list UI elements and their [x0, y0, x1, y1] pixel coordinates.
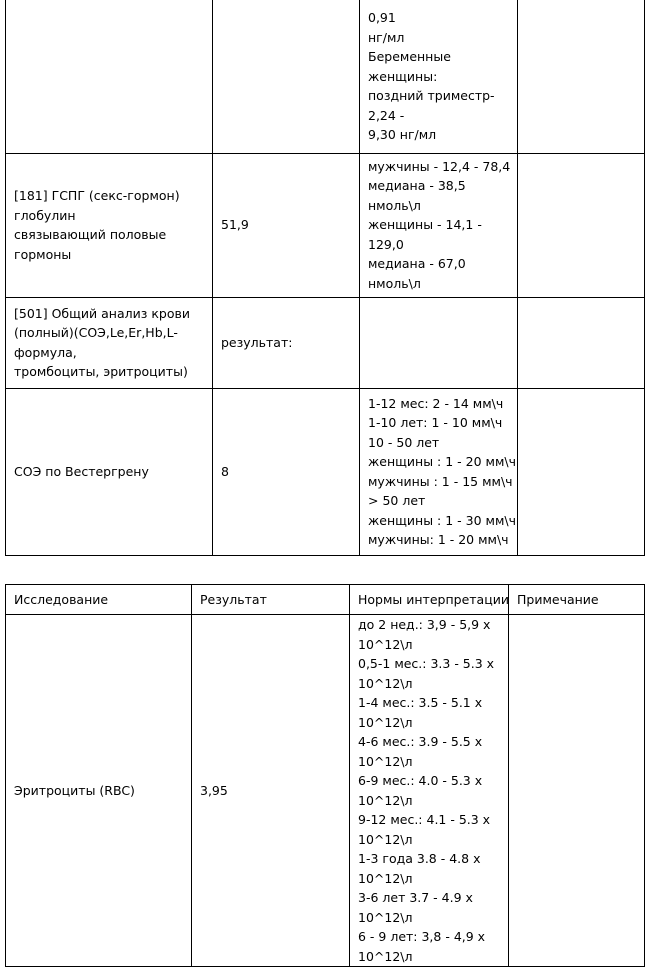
norm-line: 10^12\л	[358, 636, 413, 652]
header-result: Результат	[192, 585, 350, 615]
test-name-line: [181] ГСПГ (секс-гормон)	[14, 188, 180, 203]
norm-line: 10^12\л	[358, 831, 413, 847]
norms-cell	[350, 615, 509, 967]
norms-cell	[360, 297, 518, 388]
norm-line: нг/мл	[368, 29, 405, 45]
norm-line: поздний триместр-	[368, 88, 495, 103]
table-row	[6, 0, 645, 153]
norm-line: женщины : 1 - 30 мм\ч	[368, 512, 516, 528]
test-name-line: тромбоциты, эритроциты)	[14, 364, 188, 379]
norm-line: 1-12 мес: 2 - 14 мм\ч	[368, 395, 504, 411]
norm-line: 1-3 года 3.8 - 4.8 х	[358, 851, 481, 866]
norm-line: мужчины - 12,4 - 78,4	[368, 158, 511, 174]
norms-cell	[360, 153, 518, 297]
norm-line: 9,30 нг/мл	[368, 127, 437, 142]
test-name-cell	[6, 297, 213, 388]
result-cell: результат:	[213, 297, 360, 388]
note-cell	[518, 0, 645, 153]
norm-line: 1-4 мес.: 3.5 - 5.1 х	[358, 695, 483, 710]
norm-line: 4-6 мес.: 3.9 - 5.5 х	[358, 734, 483, 749]
norm-line: Беременные	[368, 49, 451, 64]
norm-line: нмоль\л	[368, 275, 421, 291]
norm-line: мужчины: 1 - 20 мм\ч	[368, 532, 509, 547]
table-row	[6, 297, 645, 388]
note-cell	[518, 388, 645, 555]
norm-line: 10^12\л	[358, 870, 413, 886]
table-row	[6, 153, 645, 297]
test-name-cell: Эритроциты (RBC)	[6, 615, 192, 967]
lab-results-table-continued	[5, 0, 645, 556]
result-cell: 51,9	[213, 153, 360, 297]
norm-line: 10^12\л	[358, 714, 413, 730]
norm-line: 3-6 лет 3.7 - 4.9 х	[358, 890, 473, 905]
header-norms: Нормы интерпретации	[350, 585, 509, 615]
norm-line: 1-10 лет: 1 - 10 мм\ч	[368, 415, 503, 430]
norm-line: 10 - 50 лет	[368, 434, 440, 450]
test-name-line: [501] Общий анализ крови	[14, 305, 190, 321]
norm-line: 6-9 мес.: 4.0 - 5.3 х	[358, 773, 483, 788]
norm-line: 129,0	[368, 236, 404, 252]
norm-line: до 2 нед.: 3,9 - 5,9 х	[358, 617, 491, 632]
table-row	[6, 615, 645, 967]
norm-line: медиана - 67,0	[368, 256, 466, 272]
norm-line: медиана - 38,5	[368, 178, 466, 194]
header-research: Исследование	[6, 585, 192, 615]
result-cell: 8	[213, 388, 360, 555]
norms-cell	[360, 388, 518, 555]
header-note: Примечание	[509, 585, 645, 615]
norm-line: 2,24 -	[368, 107, 405, 123]
erythrocytes-table	[5, 584, 645, 967]
test-name-line: глобулин	[14, 207, 76, 223]
note-cell	[509, 615, 645, 967]
test-name-cell	[6, 153, 213, 297]
norm-line: нмоль\л	[368, 197, 421, 213]
test-name-cell	[6, 0, 213, 153]
norm-line: 10^12\л	[358, 675, 413, 691]
norm-line: 10^12\л	[358, 753, 413, 769]
test-name-cell: СОЭ по Вестергрену	[6, 388, 213, 555]
test-name-line: связывающий половые	[14, 227, 167, 242]
result-cell: 3,95	[192, 615, 350, 967]
norm-line: 10^12\л	[358, 948, 413, 964]
norms-lines	[368, 8, 517, 145]
norms-cell	[360, 0, 518, 153]
norm-line: 0,5-1 мес.: 3.3 - 5.3 х	[358, 656, 495, 671]
norm-line: 0,91	[368, 10, 396, 25]
norm-line: 10^12\л	[358, 909, 413, 925]
norm-line: женщины - 14,1 -	[368, 217, 482, 233]
note-cell	[518, 297, 645, 388]
norm-line: женщины:	[368, 68, 438, 84]
norm-line: 9-12 мес.: 4.1 - 5.3 х	[358, 812, 491, 827]
norm-line: мужчины : 1 - 15 мм\ч	[368, 473, 513, 489]
test-name-line: гормоны	[14, 246, 72, 262]
note-cell	[518, 153, 645, 297]
result-cell	[213, 0, 360, 153]
norm-line: 10^12\л	[358, 792, 413, 808]
table-row	[6, 388, 645, 555]
norm-line: 6 - 9 лет: 3,8 - 4,9 х	[358, 929, 486, 944]
norm-line: женщины : 1 - 20 мм\ч	[368, 454, 516, 469]
test-name-line: формула,	[14, 344, 77, 360]
header-row	[6, 585, 645, 615]
test-name-line: (полный)(СОЭ,Le,Er,Hb,L-	[14, 325, 178, 340]
norm-line: > 50 лет	[368, 493, 426, 508]
